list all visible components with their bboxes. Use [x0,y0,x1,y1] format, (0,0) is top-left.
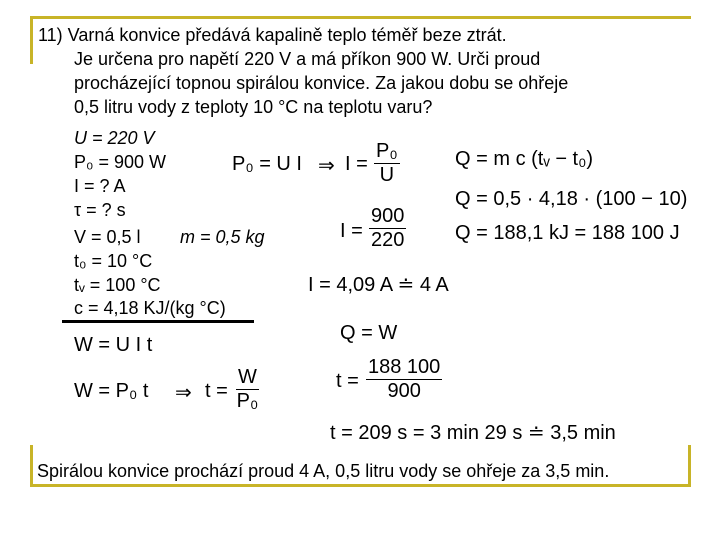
given-boiling-temp: tᵥ = 100 °C [74,275,161,295]
given-voltage: U = 220 V [74,128,155,148]
eq-power-formula: P₀ = U I [232,153,302,175]
eq-time-substituted-fraction [366,356,442,403]
eq-current-denominator: U [379,164,395,186]
eq-current-sub-denominator: 220 [371,229,405,251]
eq-time-fraction [236,366,259,413]
eq-heat-substituted: Q = 0,5 · 4,18 · (100 − 10) [455,188,688,210]
eq-implies-2: ⇒ [175,382,192,404]
given-time: τ = ? s [74,200,126,220]
given-current: I = ? A [74,176,126,196]
eq-current-numerator: P₀ [376,140,398,162]
given-power: P₀ = 900 W [74,152,167,172]
problem-line-4: 0,5 litru vody z teploty 10 °C na teplotu varu? [74,97,433,117]
given-volume: V = 0,5 l [74,227,141,247]
eq-current-sub-numerator: 900 [371,205,405,227]
given-specific-heat: c = 4,18 KJ/(kg °C) [74,298,226,318]
eq-current-substituted-fraction [369,205,406,252]
problem-line-3: procházející topnou spirálou konvice. Za jakou dobu se ohřeje [74,73,569,93]
frame-right-border [688,445,691,487]
eq-time-numerator: W [238,366,257,388]
given-initial-temp: t₀ = 10 °C [74,251,153,271]
given-mass: m = 0,5 kg [180,227,265,247]
eq-time-result: t = 209 s = 3 min 29 s ≐ 3,5 min [330,422,616,444]
eq-work-power: W = P₀ t [74,380,149,402]
frame-left-lower-border [30,445,33,487]
given-divider-line [62,320,254,323]
eq-time-sub-numerator: 188 100 [368,356,441,378]
problem-line-1: 11) Varná konvice předává kapalině teplo téměř beze ztrát. [38,25,507,45]
problem-line-2: Je určena pro napětí 220 V a má příkon 900 W. Urči proud [74,49,541,69]
eq-current-substituted-label: I = [340,220,363,242]
eq-time-sub-denominator: 900 [387,380,421,402]
eq-current-result: I = 4,09 A ≐ 4 A [308,274,449,296]
eq-work-formula: W = U I t [74,334,153,356]
frame-left-border [30,16,33,64]
frame-top-border [30,16,691,19]
eq-implies-1: ⇒ [318,155,335,177]
eq-heat-equals-work: Q = W [340,322,398,344]
eq-current-fraction [374,140,400,187]
conclusion-text: Spirálou konvice prochází proud 4 A, 0,5 litru vody se ohřeje za 3,5 min. [37,461,610,481]
eq-time-substituted-label: t = [336,370,359,392]
eq-time-label: t = [205,380,228,402]
eq-time-denominator: P₀ [236,390,259,412]
frame-bottom-border [30,484,691,487]
eq-heat-result: Q = 188,1 kJ = 188 100 J [455,222,680,244]
eq-current-label: I = [345,153,368,175]
eq-heat-formula: Q = m c (tᵥ − t₀) [455,148,594,170]
